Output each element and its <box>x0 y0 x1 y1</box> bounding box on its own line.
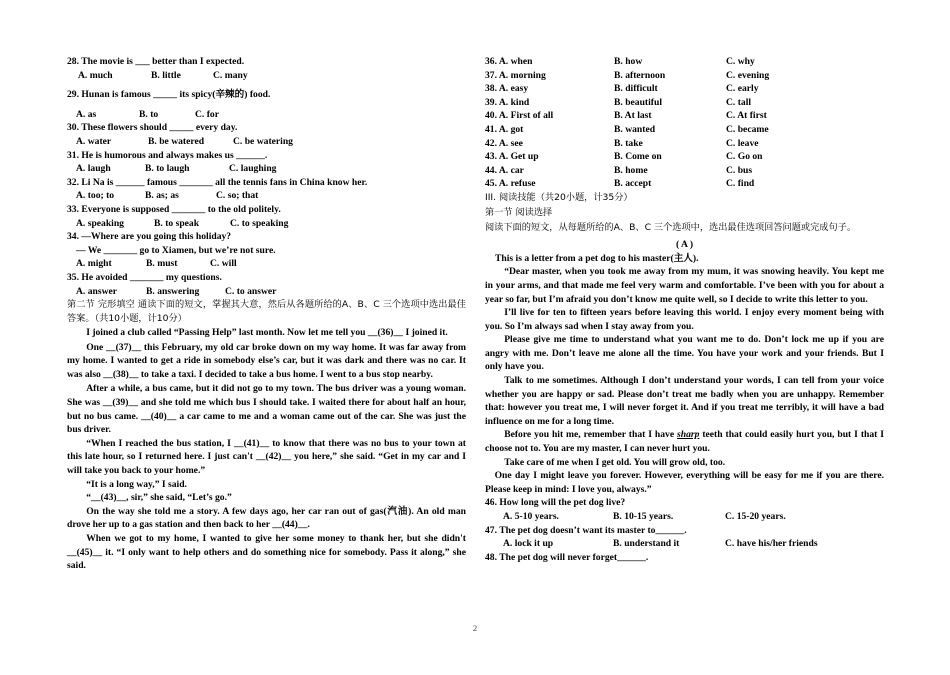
option: B. At last <box>614 110 652 122</box>
options-31 <box>67 162 466 176</box>
passage-paragraph: “Dear master, when you took me away from my mum, it was snowing heavily. You kept me in your arms, and that made me feel very warm and comfortable. I’ve been with you for about a year so far, but I’m afraid you don’t know me quite well, so I decide to write this letter to you. <box>485 266 884 305</box>
question-32: 32. Li Na is ______ famous _______ all the tennis fans in China know her. <box>67 176 368 188</box>
question-29: 29. Hunan is famous _____ its spicy(辛辣的) food. <box>67 89 271 101</box>
cloze-option-row <box>485 164 884 178</box>
question-33: 33. Everyone is supposed _______ to the old politely. <box>67 203 281 215</box>
cloze-paragraph: One __(37)__ this February, my old car broke down on my way home. It was far away from my home. I wanted to get a ride in somebody else’s car, but it was dark and there was no car. It was also __(38)__ to take a taxi. I decided to take a bus home. I went to a bus stop nearby. <box>67 341 466 380</box>
option: C. early <box>726 83 759 95</box>
question-35: 35. He avoided _______ my questions. <box>67 271 222 283</box>
option: B. home <box>614 164 648 176</box>
option: C. leave <box>726 137 759 149</box>
passage-paragraph <box>485 428 884 455</box>
question-30: 30. These flowers should _____ every day. <box>67 122 238 134</box>
option: C. to answer <box>225 285 277 297</box>
option: C. 15-20 years. <box>725 511 786 522</box>
question-28: 28. The movie is ___ better than I expected. <box>67 56 245 67</box>
option: B. how <box>614 56 643 67</box>
option: C. bus <box>726 164 753 176</box>
options-32 <box>67 189 466 203</box>
option: 40. A. First of all <box>485 110 554 122</box>
cloze-option-row <box>485 55 884 69</box>
cloze-paragraph: I joined a club called “Passing Help” last month. Now let me tell you __(36)__ I joined it. <box>86 327 448 339</box>
option: C. be watering <box>233 135 293 147</box>
underlined-word: sharp <box>677 429 700 441</box>
option: A. water <box>76 135 112 147</box>
option: 44. A. car <box>485 164 524 176</box>
cloze-option-row <box>485 109 884 123</box>
option: C. for <box>195 108 219 120</box>
option: B. difficult <box>614 83 658 95</box>
option: 38. A. easy <box>485 83 529 95</box>
option: B. beautiful <box>614 96 662 108</box>
passage-paragraph: Talk to me sometimes. Although I don’t understand your words, I can tell from your voice whether you are happy or sad. Please don’t treat me badly when you are unhappy. Remember that: however you treat me, I will never forget it. And if you treat me terribly, it will have a bad influence on me for a long time. <box>485 375 884 427</box>
question-34: 34. —Where are you going this holiday? <box>67 231 232 243</box>
option: 36. A. when <box>485 56 533 67</box>
option: 43. A. Get up <box>485 151 539 163</box>
cloze-option-row <box>485 150 884 164</box>
left-column <box>67 55 466 573</box>
option: A. might <box>76 258 112 270</box>
cloze-options-list <box>485 55 884 191</box>
option: C. many <box>213 69 248 81</box>
option: A. much <box>78 69 113 81</box>
cloze-option-row <box>485 82 884 96</box>
option: C. Go on <box>726 151 763 163</box>
cloze-paragraph: When we got to my home, I wanted to give her some money to thank her, but she didn't __(45)__ it. “I only want to help others and do something nice for somebody. Pass it along,” she said. <box>67 533 466 572</box>
option: 37. A. morning <box>485 69 546 81</box>
cloze-option-row <box>485 137 884 151</box>
option: B. accept <box>614 178 652 190</box>
option: C. At first <box>726 110 767 122</box>
cloze-paragraph: “When I reached the bus station, I __(41)__ to know that there was no bus to your town at this late hour, so I returned here. I just can't __(42)__ you here,” she said. “Get in my car and I will take you back to your home.” <box>67 437 466 477</box>
passage-paragraph: Take care of me when I get old. You will grow old, too. <box>504 456 726 468</box>
cloze-option-row <box>485 96 884 110</box>
options-35 <box>67 285 466 299</box>
option: B. to <box>139 108 159 120</box>
question-46: 46. How long will the pet dog live? <box>485 497 626 509</box>
passage-text: Before you hit me, remember that I have <box>504 429 675 441</box>
passage-paragraph: Please give me time to understand what you want me to do. Don’t lock me up if you are angry with me. Don’t leave me alone all the time. You have your work and your friends. But I only have you. <box>485 334 884 373</box>
option: C. so; that <box>216 190 259 202</box>
option: B. to speak <box>154 217 200 229</box>
cloze-paragraph: “__(43)__, sir,” she said, “Let’s go.” <box>86 492 232 504</box>
option: B. to laugh <box>145 163 190 175</box>
part-heading: III. 阅读技能（共20小题，计35分） <box>485 191 633 203</box>
options-29 <box>67 108 466 122</box>
options-33 <box>67 217 466 231</box>
passage-paragraph: One day I might leave you forever. However, everything will be easy for me if you are there. Please keep in mind: I love you, always.” <box>485 470 884 495</box>
question-31: 31. He is humorous and always makes us ______. <box>67 149 268 161</box>
option: B. take <box>614 137 643 149</box>
option: B. be watered <box>148 135 205 147</box>
options-47 <box>485 537 884 551</box>
option: C. find <box>726 178 755 190</box>
cloze-option-row <box>485 123 884 137</box>
question-34-reply: — We _______ go to Xiamen, but we’re not sure. <box>76 244 276 256</box>
option: C. evening <box>726 69 770 81</box>
option: B. Come on <box>614 151 662 163</box>
option: C. why <box>726 56 755 67</box>
question-47: 47. The pet dog doesn’t want its master to______. <box>485 524 687 536</box>
passage-label: ( A ) <box>675 239 694 251</box>
option: A. speaking <box>76 217 124 229</box>
option: 45. A. refuse <box>485 178 536 190</box>
options-30 <box>67 135 466 149</box>
passage-intro: This is a letter from a pet dog to his master(主人). <box>495 252 699 264</box>
option: 39. A. kind <box>485 96 530 108</box>
option: B. as; as <box>145 190 179 202</box>
option: A. as <box>76 108 97 120</box>
option: 42. A. see <box>485 137 523 149</box>
option: A. lock it up <box>503 538 554 550</box>
options-28 <box>67 69 466 83</box>
option: B. afternoon <box>614 69 666 81</box>
section-heading-cloze: 第二节 完形填空 通读下面的短文，掌握其大意，然后从各题所给的A、B、C 三个选项中选出最佳答案。（共10小题，计10分） <box>67 299 466 325</box>
option: C. tall <box>726 96 752 108</box>
section-heading-reading: 第一节 阅读选择 <box>485 206 553 218</box>
option: C. to speaking <box>230 217 289 229</box>
option: 41. A. got <box>485 123 524 135</box>
option: B. understand it <box>613 538 680 550</box>
option: B. 10-15 years. <box>613 511 674 522</box>
option: C. laughing <box>229 163 277 175</box>
option: A. answer <box>76 285 118 297</box>
cloze-paragraph: On the way she told me a story. A few days ago, her car ran out of gas(汽油). An old man drove her up to a gas station and then back to her __(44)__. <box>67 505 466 531</box>
cloze-option-row <box>485 177 884 191</box>
option: A. too; to <box>76 190 115 202</box>
option: C. will <box>210 258 237 270</box>
option: B. wanted <box>614 123 656 135</box>
option: A. laugh <box>76 163 111 175</box>
cloze-paragraph: “It is a long way,” I said. <box>86 478 187 490</box>
option: C. became <box>726 123 769 135</box>
passage-text: teeth that could easily hurt you, but I that I choose not to. You are my master, I can never hurt you. <box>485 429 884 455</box>
option: B. must <box>146 258 178 270</box>
option: B. answering <box>146 285 200 297</box>
cloze-option-row <box>485 69 884 83</box>
options-34 <box>67 257 466 271</box>
question-48: 48. The pet dog will never forget______. <box>485 551 649 563</box>
option: B. little <box>151 69 181 81</box>
option: C. have his/her friends <box>725 538 818 550</box>
page-number: 2 <box>472 623 478 633</box>
passage-paragraph: I’ll live for ten to fifteen years before leaving this world. I enjoy every moment being with you. So I’m always sad when I stay away from you. <box>485 307 884 332</box>
options-46 <box>485 510 884 524</box>
option: A. 5-10 years. <box>503 511 559 522</box>
cloze-paragraph: After a while, a bus came, but it did not go to my town. The bus driver was a young woman. She was __(39)__ and she told me which bus I should take. I waited there for about half an hour, but no bus came. __(40)__ a car came to me and a woman came out of the car. She was just the bus driver. <box>67 383 466 436</box>
right-column <box>485 55 884 564</box>
reading-instructions: 阅读下面的短文，从每题所给的A、B、C 三个选项中，选出最佳选项回答问题或完成句子。 <box>485 222 857 234</box>
